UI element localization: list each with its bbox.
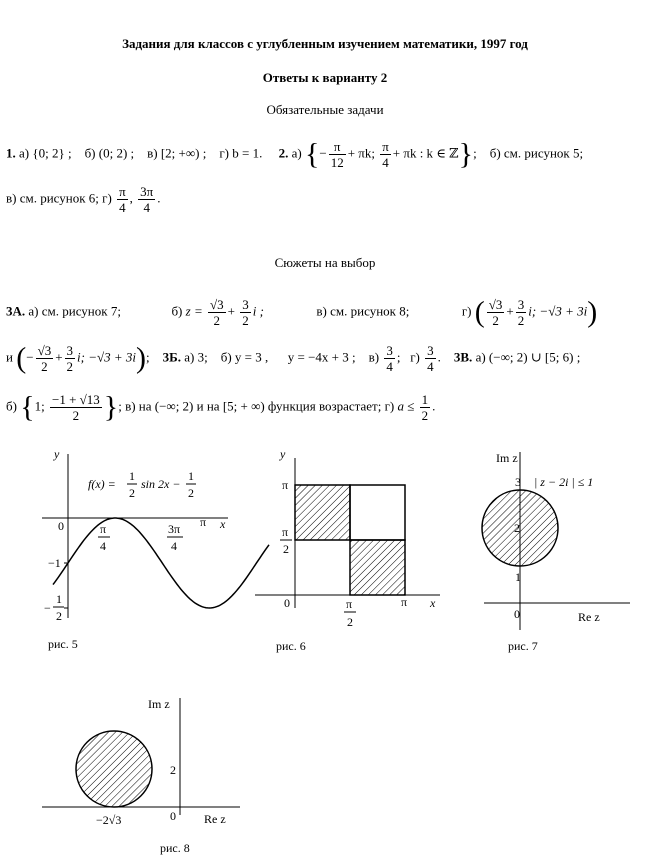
set-term-2: + πk : k ∈ ℤ bbox=[392, 145, 459, 161]
fig8-tick-x: −2√3 bbox=[96, 813, 122, 827]
p3a-answer-a: а) см. рисунок 7; bbox=[28, 303, 121, 319]
p3b-answer-a: а) 3; bbox=[184, 349, 208, 365]
fig5-y-label: y bbox=[54, 447, 60, 461]
fig5-pi-tick: π bbox=[200, 515, 207, 529]
fig5-f-two: 2 bbox=[129, 486, 135, 500]
figure-8 bbox=[30, 690, 260, 858]
fig5-f-one: 1 bbox=[129, 469, 135, 483]
answers-line-3a: 3А. а) см. рисунок 7; б) z = $\frac{√3}{2}$ + $\frac{3}{2}$ i ; в) см. рисунок 8; г) ( $\frac{√3}{2}$ + $\frac{3}{2}$ i; −√3 + 3i) bbox=[6, 295, 598, 329]
answers-line-1: 1. а) {0; 2} ; б) (0; 2) ; в) [2; +∞) ; г) b = 1. 2. а) {− $\frac{\pi}{12}$ + πk; $\frac{\pi}{4}$ + πk : k ∈ ℤ}; б) см. рисунок 5; bbox=[6, 137, 584, 171]
fig6-pi2-den-x: 2 bbox=[347, 615, 353, 629]
p3v-answer-a: а) (−∞; 2) ∪ [5; 6) ; bbox=[475, 349, 581, 365]
fraction-3-2-c: $\frac{3}{2}$ bbox=[66, 343, 74, 374]
p1-answer-v: в) [2; +∞) ; bbox=[147, 145, 207, 161]
fig5-pi4-den: 4 bbox=[100, 539, 106, 553]
z-equals: z = bbox=[185, 303, 203, 319]
problem-1-number: 1. bbox=[6, 145, 16, 161]
answers-line-3b: и (− $\frac{√3}{2}$ + $\frac{3}{2}$ i; −√3 + 3i); 3Б. а) 3; б) y = 3 , y = −4x + 3 ; в) $\frac{3}{4}$ ; г) $\frac{3}{4}$ . 3В. а) (−∞; 2) ∪ [5; 6) ; bbox=[6, 341, 581, 375]
figure-6 bbox=[240, 440, 460, 660]
p3b-answer-b: б) y = 3 , bbox=[220, 349, 269, 365]
period: . bbox=[432, 398, 436, 414]
p2-answer-b: б) см. рисунок 5; bbox=[489, 145, 584, 161]
fig5-minus: − bbox=[44, 601, 51, 615]
problem-3a-number: 3А. bbox=[6, 303, 26, 319]
fraction-sqrt3-2-b: $\frac{√3}{2}$ bbox=[488, 297, 503, 328]
fig5-f-one-b: 1 bbox=[188, 469, 194, 483]
fig6-caption: рис. 6 bbox=[276, 639, 306, 653]
fig5-3pi4-den: 4 bbox=[171, 539, 177, 553]
p1-answer-g: г) b = 1. bbox=[219, 145, 263, 161]
fraction-3-2-b: $\frac{3}{2}$ bbox=[517, 297, 525, 328]
fraction-3-4: $\frac{3}{4}$ bbox=[386, 343, 393, 374]
figure-7 bbox=[470, 440, 640, 660]
right-brace: } bbox=[458, 137, 474, 171]
fraction-sqrt3-2-c: $\frac{√3}{2}$ bbox=[37, 343, 52, 374]
section-required: Обязательные задачи bbox=[266, 102, 384, 117]
p2-answer-a-label: а) bbox=[291, 145, 302, 161]
fraction-pi-4: $\frac{\pi}{4}$ bbox=[382, 139, 389, 170]
imag-unit: i ; bbox=[252, 303, 264, 319]
answers-line-3v bbox=[6, 392, 435, 423]
p3b-answer-v-label: в) bbox=[368, 349, 380, 365]
a-leq: a ≤ bbox=[397, 398, 415, 414]
right-brace-2: } bbox=[103, 390, 119, 424]
fig6-y-label: y bbox=[280, 447, 286, 461]
p3a-answer-v: в) см. рисунок 8; bbox=[316, 303, 410, 319]
fig5-caption: рис. 5 bbox=[48, 637, 78, 651]
fig8-origin: 0 bbox=[170, 809, 176, 823]
fig7-re-label: Re z bbox=[578, 610, 600, 624]
p3v-answer-v: ; в) на (−∞; 2) и на [5; + ∞) функция возрастает; г) bbox=[118, 398, 395, 414]
right-paren-2: ) bbox=[136, 341, 147, 375]
fraction-3pi-over-4: $\frac{3\pi}{4}$ bbox=[140, 184, 154, 215]
fig7-tick-1: 1 bbox=[515, 570, 521, 584]
fig6-pi-x: π bbox=[401, 595, 408, 609]
fraction-3-4-b: $\frac{3}{4}$ bbox=[427, 343, 434, 374]
left-paren: ( bbox=[474, 295, 485, 329]
p3b-answer-b2: y = −4x + 3 ; bbox=[287, 349, 356, 365]
figure-5 bbox=[0, 440, 240, 660]
p2-answer-v: в) см. рисунок 6; г) bbox=[6, 190, 112, 206]
fig6-origin: 0 bbox=[284, 596, 290, 610]
fig5-origin: 0 bbox=[58, 519, 64, 533]
problem-2-number: 2. bbox=[278, 145, 289, 161]
fig5-half-num: 1 bbox=[56, 592, 62, 606]
problem-3v-number: 3В. bbox=[453, 349, 473, 365]
fig5-f-sin: sin 2x − bbox=[141, 477, 181, 491]
answers-line-2: в) см. рисунок 6; г) $\frac{\pi}{4}$ , $\frac{3\pi}{4}$ . bbox=[6, 184, 161, 215]
fig5-pi4-num: π bbox=[100, 522, 107, 536]
fraction-sqrt3-2: $\frac{√3}{2}$ bbox=[209, 297, 224, 328]
p1-answer-b: б) (0; 2) ; bbox=[84, 145, 135, 161]
p1-answer-a: а) {0; 2} ; bbox=[19, 145, 72, 161]
fig7-condition: | z − 2i | ≤ 1 bbox=[534, 475, 594, 489]
fraction-1-2: $\frac{1}{2}$ bbox=[421, 392, 429, 423]
fig6-pi-y: π bbox=[282, 478, 289, 492]
fig7-tick-3: 3 bbox=[515, 475, 521, 489]
fig6-empty-square bbox=[350, 485, 405, 540]
pair-tail: i; −√3 + 3i bbox=[528, 303, 588, 319]
fig6-x-label: x bbox=[430, 596, 436, 610]
set-one: 1; bbox=[34, 398, 45, 414]
fig8-im-label: Im z bbox=[148, 697, 170, 711]
fig7-im-label: Im z bbox=[496, 451, 518, 465]
fig5-minus-one: −1 bbox=[48, 556, 61, 570]
fig6-pi2-num-x: π bbox=[346, 597, 353, 611]
pair-tail-2: i; −√3 + 3i bbox=[77, 349, 137, 365]
fraction-3-2: $\frac{3}{2}$ bbox=[242, 297, 249, 328]
fraction-pi-over-4: $\frac{\pi}{4}$ bbox=[119, 184, 126, 215]
fig7-caption: рис. 7 bbox=[508, 639, 538, 653]
fig5-3pi4-num: 3π bbox=[168, 522, 181, 536]
p3a-answer-b-label: б) bbox=[171, 303, 183, 319]
left-brace: { bbox=[304, 137, 320, 171]
fig8-tick-2: 2 bbox=[170, 763, 176, 777]
p3v-answer-b-label: б) bbox=[6, 398, 17, 414]
p3b-answer-g-label: г) bbox=[410, 349, 420, 365]
fig8-re-label: Re z bbox=[204, 812, 226, 826]
section-optional: Сюжеты на выбор bbox=[274, 255, 376, 270]
fraction-pi-12: $\frac{\pi}{12}$ bbox=[330, 139, 344, 170]
fig6-hatched-square-2 bbox=[350, 540, 405, 595]
page-title: Задания для классов с углубленным изучением математики, 1997 год bbox=[122, 36, 528, 51]
left-paren-2: ( bbox=[16, 341, 27, 375]
left-brace-2: { bbox=[20, 390, 35, 424]
fig5-x-label: x bbox=[220, 517, 226, 531]
fig5-sine-curve bbox=[53, 518, 269, 608]
fig5-half-den: 2 bbox=[56, 609, 62, 623]
variant-heading: Ответы к варианту 2 bbox=[262, 70, 388, 85]
set-term-1: + πk; bbox=[347, 145, 375, 161]
fraction-root13: $\frac{-1 + √13}{2}$ bbox=[51, 392, 100, 423]
fig5-f-two-b: 2 bbox=[188, 486, 194, 500]
fig6-pi2-num-y: π bbox=[282, 525, 289, 539]
and-word: и bbox=[6, 349, 13, 365]
p3a-answer-g-label: г) bbox=[461, 303, 472, 319]
fig5-f-label: f(x) = bbox=[88, 477, 116, 491]
problem-3b-number: 3Б. bbox=[162, 349, 182, 365]
right-paren: ) bbox=[587, 295, 598, 329]
fig7-tick-2: 2 bbox=[514, 521, 520, 535]
fig6-hatched-square-1 bbox=[295, 485, 350, 540]
fig8-disk bbox=[76, 731, 152, 807]
fig7-origin: 0 bbox=[514, 607, 520, 621]
fig6-pi2-den-y: 2 bbox=[283, 542, 289, 556]
fig8-caption: рис. 8 bbox=[160, 841, 190, 855]
